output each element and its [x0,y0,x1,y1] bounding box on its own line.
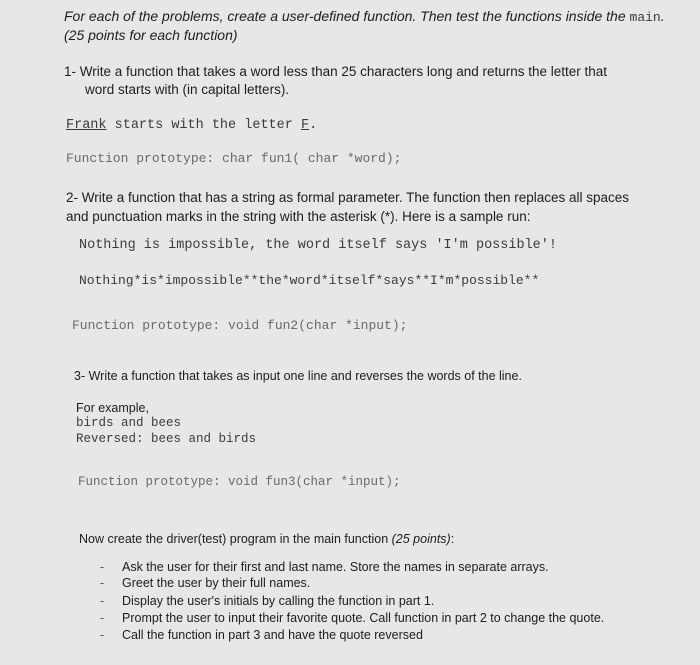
problem-3-example-input: birds and bees [76,416,182,430]
driver-points: (25 points) [391,532,451,546]
example-word: Frank [66,118,107,133]
driver-item: - Display the user's initials by calling the function in part 1. [100,594,435,608]
problem-2-text-line2: and punctuation marks in the string with the asterisk (*). Here is a sample run: [66,209,531,224]
driver-item: - Call the function in part 3 and have the quote reversed [100,628,423,642]
driver-item: - Ask the user for their first and last name. Store the names in separate arrays. [100,560,549,574]
instructions-line: For each of the problems, create a user-defined function. Then test the functions inside the main. [64,8,665,25]
problem-1-prototype: Function prototype: char fun1( char *word); [66,151,402,166]
problem-1-text-line2: word starts with (in capital letters). [85,82,290,97]
driver-item: - Greet the user by their full names. [100,576,311,590]
driver-intro: Now create the driver(test) program in the main function (25 points): [79,532,455,546]
problem-3-text: 3- Write a function that takes as input one line and reverses the words of the line. [74,369,522,383]
instructions-text: For each of the problems, create a user-defined function. Then test the functions inside the [64,8,630,24]
points-note: (25 points for each function) [64,27,238,43]
problem-1-example: Frank starts with the letter F. [66,118,318,133]
problem-2-sample-input: Nothing is impossible, the word itself says 'I'm possible'! [79,238,557,253]
problem-2-text-line1: 2- Write a function that has a string as formal parameter. The function then replaces all spaces [66,190,630,205]
problem-2-sample-output: Nothing*is*impossible**the*word*itself*says**I*m*possible** [79,273,540,288]
problem-3-prototype: Function prototype: void fun3(char *input); [78,475,401,489]
problem-3-example-label: For example, [76,401,149,415]
problem-3-example-output: Reversed: bees and birds [76,432,257,446]
problem-2-prototype: Function prototype: void fun2(char *input); [72,318,408,333]
problem-1-text-line1: 1- Write a function that takes a word less than 25 characters long and returns the letter that [64,64,608,79]
driver-item: - Prompt the user to input their favorite quote. Call function in part 2 to change the quote. [100,611,605,625]
main-keyword: main [629,10,661,25]
example-letter: F [300,118,310,133]
